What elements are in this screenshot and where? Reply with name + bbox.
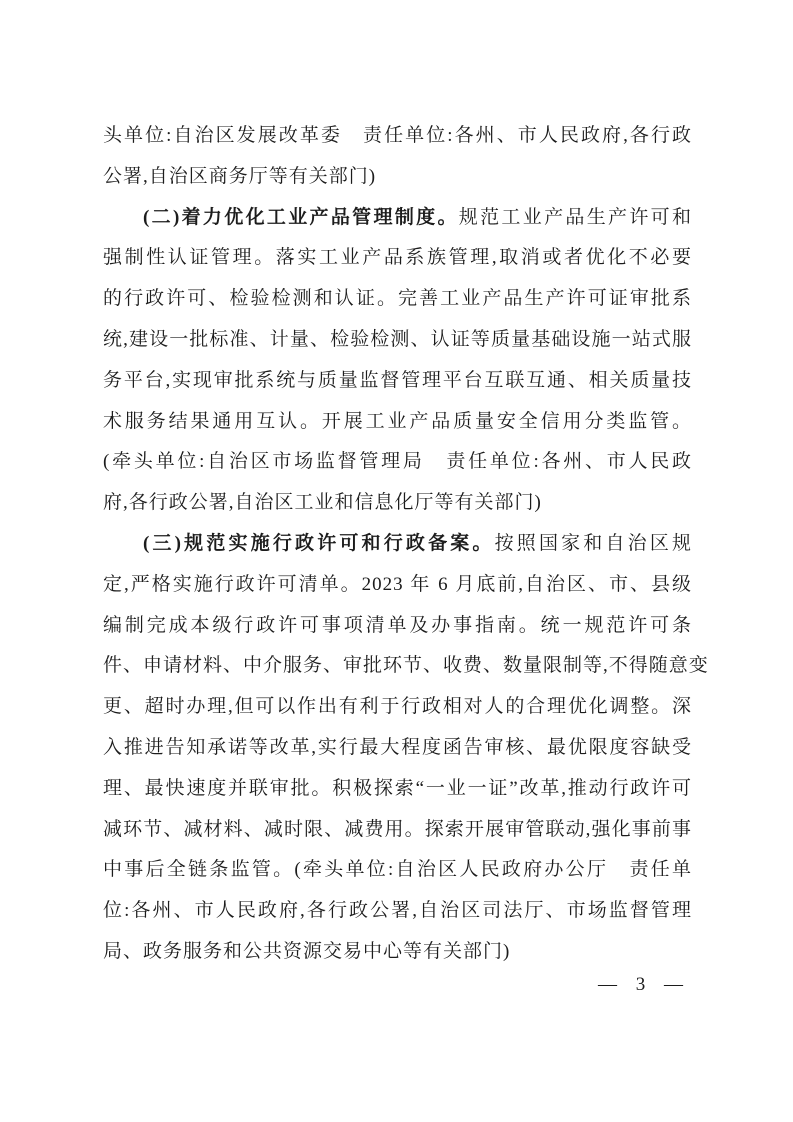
section-heading: (三)规范实施行政许可和行政备案。 — [143, 532, 495, 554]
text-line — [103, 198, 692, 239]
text-line: 务平台,实现审批系统与质量监督管理平台互联互通、相关质量技 — [103, 369, 692, 391]
text-line: 减环节、减材料、减时限、减费用。探索开展审管联动,强化事前事 — [103, 818, 692, 840]
text-line: 局、政务服务和公共资源交易中心等有关部门) — [103, 940, 511, 962]
text-line: 公署,自治区商务厅等有关部门) — [103, 165, 377, 187]
text-line: 定,严格实施行政许可清单。2023 年 6 月底前,自治区、市、县级 — [103, 573, 692, 595]
text-line: 统,建设一批标准、计量、检验检测、认证等质量基础设施一站式服 — [103, 328, 692, 350]
text-line — [103, 524, 692, 565]
text-line: (牵头单位:自治区市场监督管理局 责任单位:各州、市人民政 — [103, 451, 692, 473]
text-line: 编制完成本级行政许可事项清单及办事指南。统一规范许可条 — [103, 614, 692, 636]
page-number: — 3 — — [598, 974, 685, 995]
document-body — [103, 116, 709, 973]
text-line: 强制性认证管理。落实工业产品系族管理,取消或者优化不必要 — [103, 247, 692, 269]
text-line: 更、超时办理,但可以作出有利于行政相对人的合理优化调整。深 — [103, 696, 692, 718]
text-run: 按照国家和自治区规 — [494, 532, 692, 554]
text-line: 理、最快速度并联审批。积极探索“一业一证”改革,推动行政许可 — [103, 777, 692, 799]
text-line: 术服务结果通用互认。开展工业产品质量安全信用分类监管。 — [103, 410, 692, 432]
text-line: 中事后全链条监管。(牵头单位:自治区人民政府办公厅 责任单 — [103, 859, 692, 881]
text-line: 的行政许可、检验检测和认证。完善工业产品生产许可证审批系 — [103, 288, 692, 310]
section-heading: (二)着力优化工业产品管理制度。 — [143, 206, 459, 228]
text-line: 位:各州、市人民政府,各行政公署,自治区司法厅、市场监督管理 — [103, 900, 692, 922]
text-run: 规范工业产品生产许可和 — [458, 206, 692, 228]
text-line: 入推进告知承诺等改革,实行最大程度函告审核、最优限度容缺受 — [103, 736, 692, 758]
text-line: 头单位:自治区发展改革委 责任单位:各州、市人民政府,各行政 — [103, 125, 692, 146]
text-line: 府,各行政公署,自治区工业和信息化厅等有关部门) — [103, 492, 542, 514]
text-line: 件、申请材料、中介服务、审批环节、收费、数量限制等,不得随意变 — [103, 655, 709, 677]
